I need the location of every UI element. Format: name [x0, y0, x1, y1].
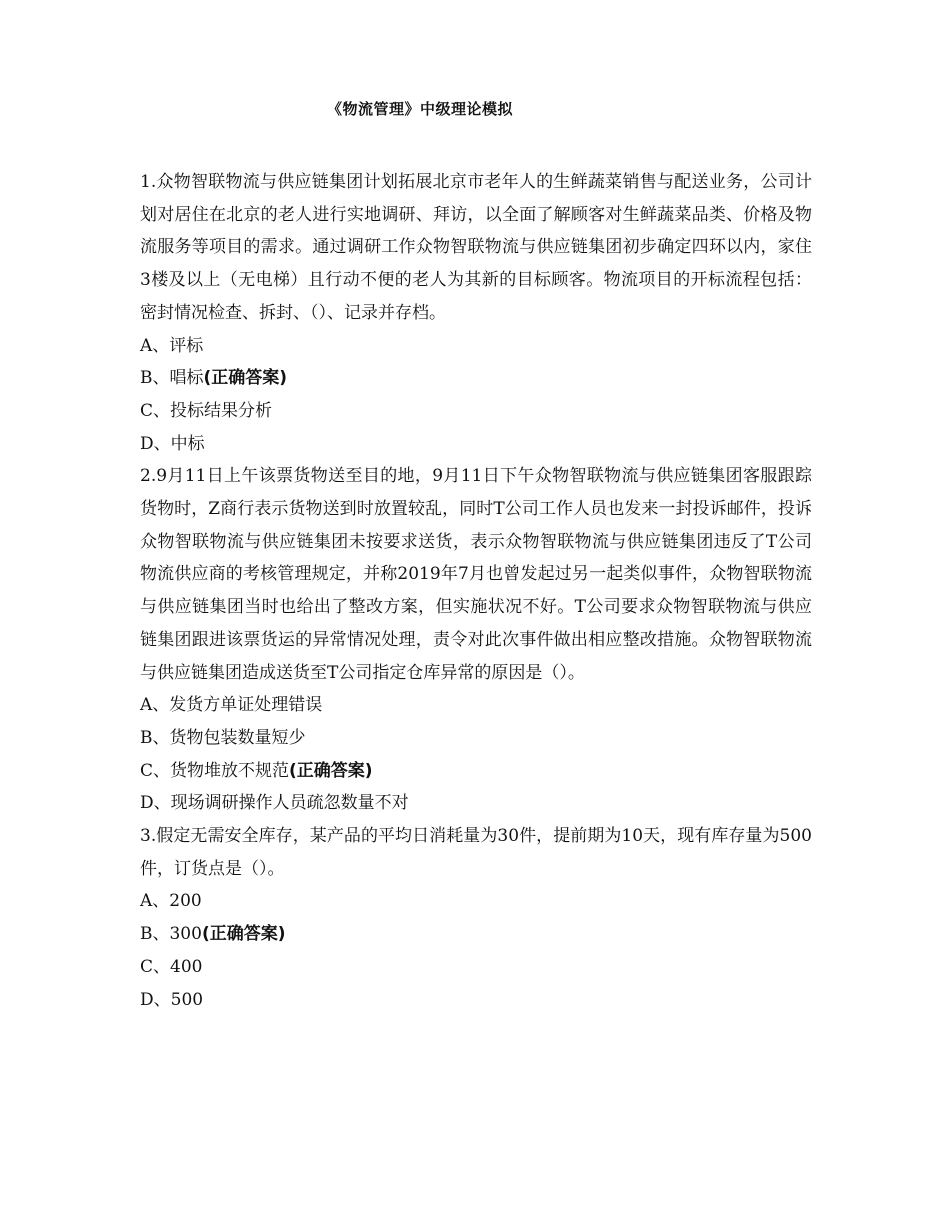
option-text: B、唱标 [140, 368, 204, 389]
option-a [140, 689, 812, 722]
option-text: C、投标结果分析 [140, 400, 273, 421]
option-c [140, 395, 812, 428]
option-text: D、中标 [140, 433, 205, 454]
option-text: B、货物包装数量短少 [140, 727, 306, 748]
option-text: B、300 [140, 924, 202, 945]
correct-answer-mark: (正确答案) [203, 368, 288, 389]
option-d [140, 428, 812, 461]
option-c [140, 951, 812, 984]
option-text: C、400 [140, 956, 203, 977]
option-a [140, 885, 812, 918]
option-text: D、500 [140, 989, 204, 1010]
option-b [140, 722, 812, 755]
question-list [140, 166, 812, 1016]
option-d [140, 787, 812, 820]
option-text: A、发货方单证处理错误 [140, 695, 323, 716]
option-text: A、200 [140, 891, 202, 912]
option-b [140, 362, 812, 395]
option-a [140, 330, 812, 363]
question-1 [140, 166, 812, 460]
question-stem: 3.假定无需安全库存，某产品的平均日消耗量为30件，提前期为10天，现有库存量为500件，订货点是（）。 [140, 826, 812, 879]
question-stem: 2.9月11日上午该票货物送至目的地，9月11日下午众物智联物流与供应链集团客服跟踪货物时，Z商行表示货物送到时放置较乱，同时T公司工作人员也发来一封投诉邮件，投诉众物智联物流与供应链集团未按要求送货，表示众物智联物流与供应链集团违反了T公司物流供应商的考核管理规定，并称2019年7月也曾发起过另一起类似事件，众物智联物流与供应链集团当时也给出了整改方案，但实施状况不好。T公司要求众物智联物流与供应链集团跟进该票货运的异常情况处理，责令对此次事件做出相应整改措施。众物智联物流与供应链集团造成送货至T公司指定仓库异常的原因是（）。 [140, 466, 812, 683]
option-text: C、货物堆放不规范 [140, 760, 290, 781]
question-2 [140, 460, 812, 820]
option-text: A、评标 [140, 335, 204, 356]
correct-answer-mark: (正确答案) [289, 760, 373, 781]
page-title: 《物流管理》中级理论模拟 [326, 100, 513, 118]
option-c [140, 755, 812, 788]
question-stem: 1.众物智联物流与供应链集团计划拓展北京市老年人的生鲜蔬菜销售与配送业务，公司计划对居住在北京的老人进行实地调研、拜访，以全面了解顾客对生鲜蔬菜品类、价格及物流服务等项目的需求。通过调研工作众物智联物流与供应链集团初步确定四环以内，家住3楼及以上（无电梯）且行动不便的老人为其新的目标顾客。物流项目的开标流程包括：密封情况检查、拆封、（）、记录并存档。 [140, 172, 812, 323]
option-b [140, 918, 812, 951]
option-text: D、现场调研操作人员疏忽数量不对 [140, 793, 409, 814]
option-d [140, 984, 812, 1017]
question-3 [140, 820, 812, 1016]
correct-answer-mark: (正确答案) [201, 924, 286, 945]
